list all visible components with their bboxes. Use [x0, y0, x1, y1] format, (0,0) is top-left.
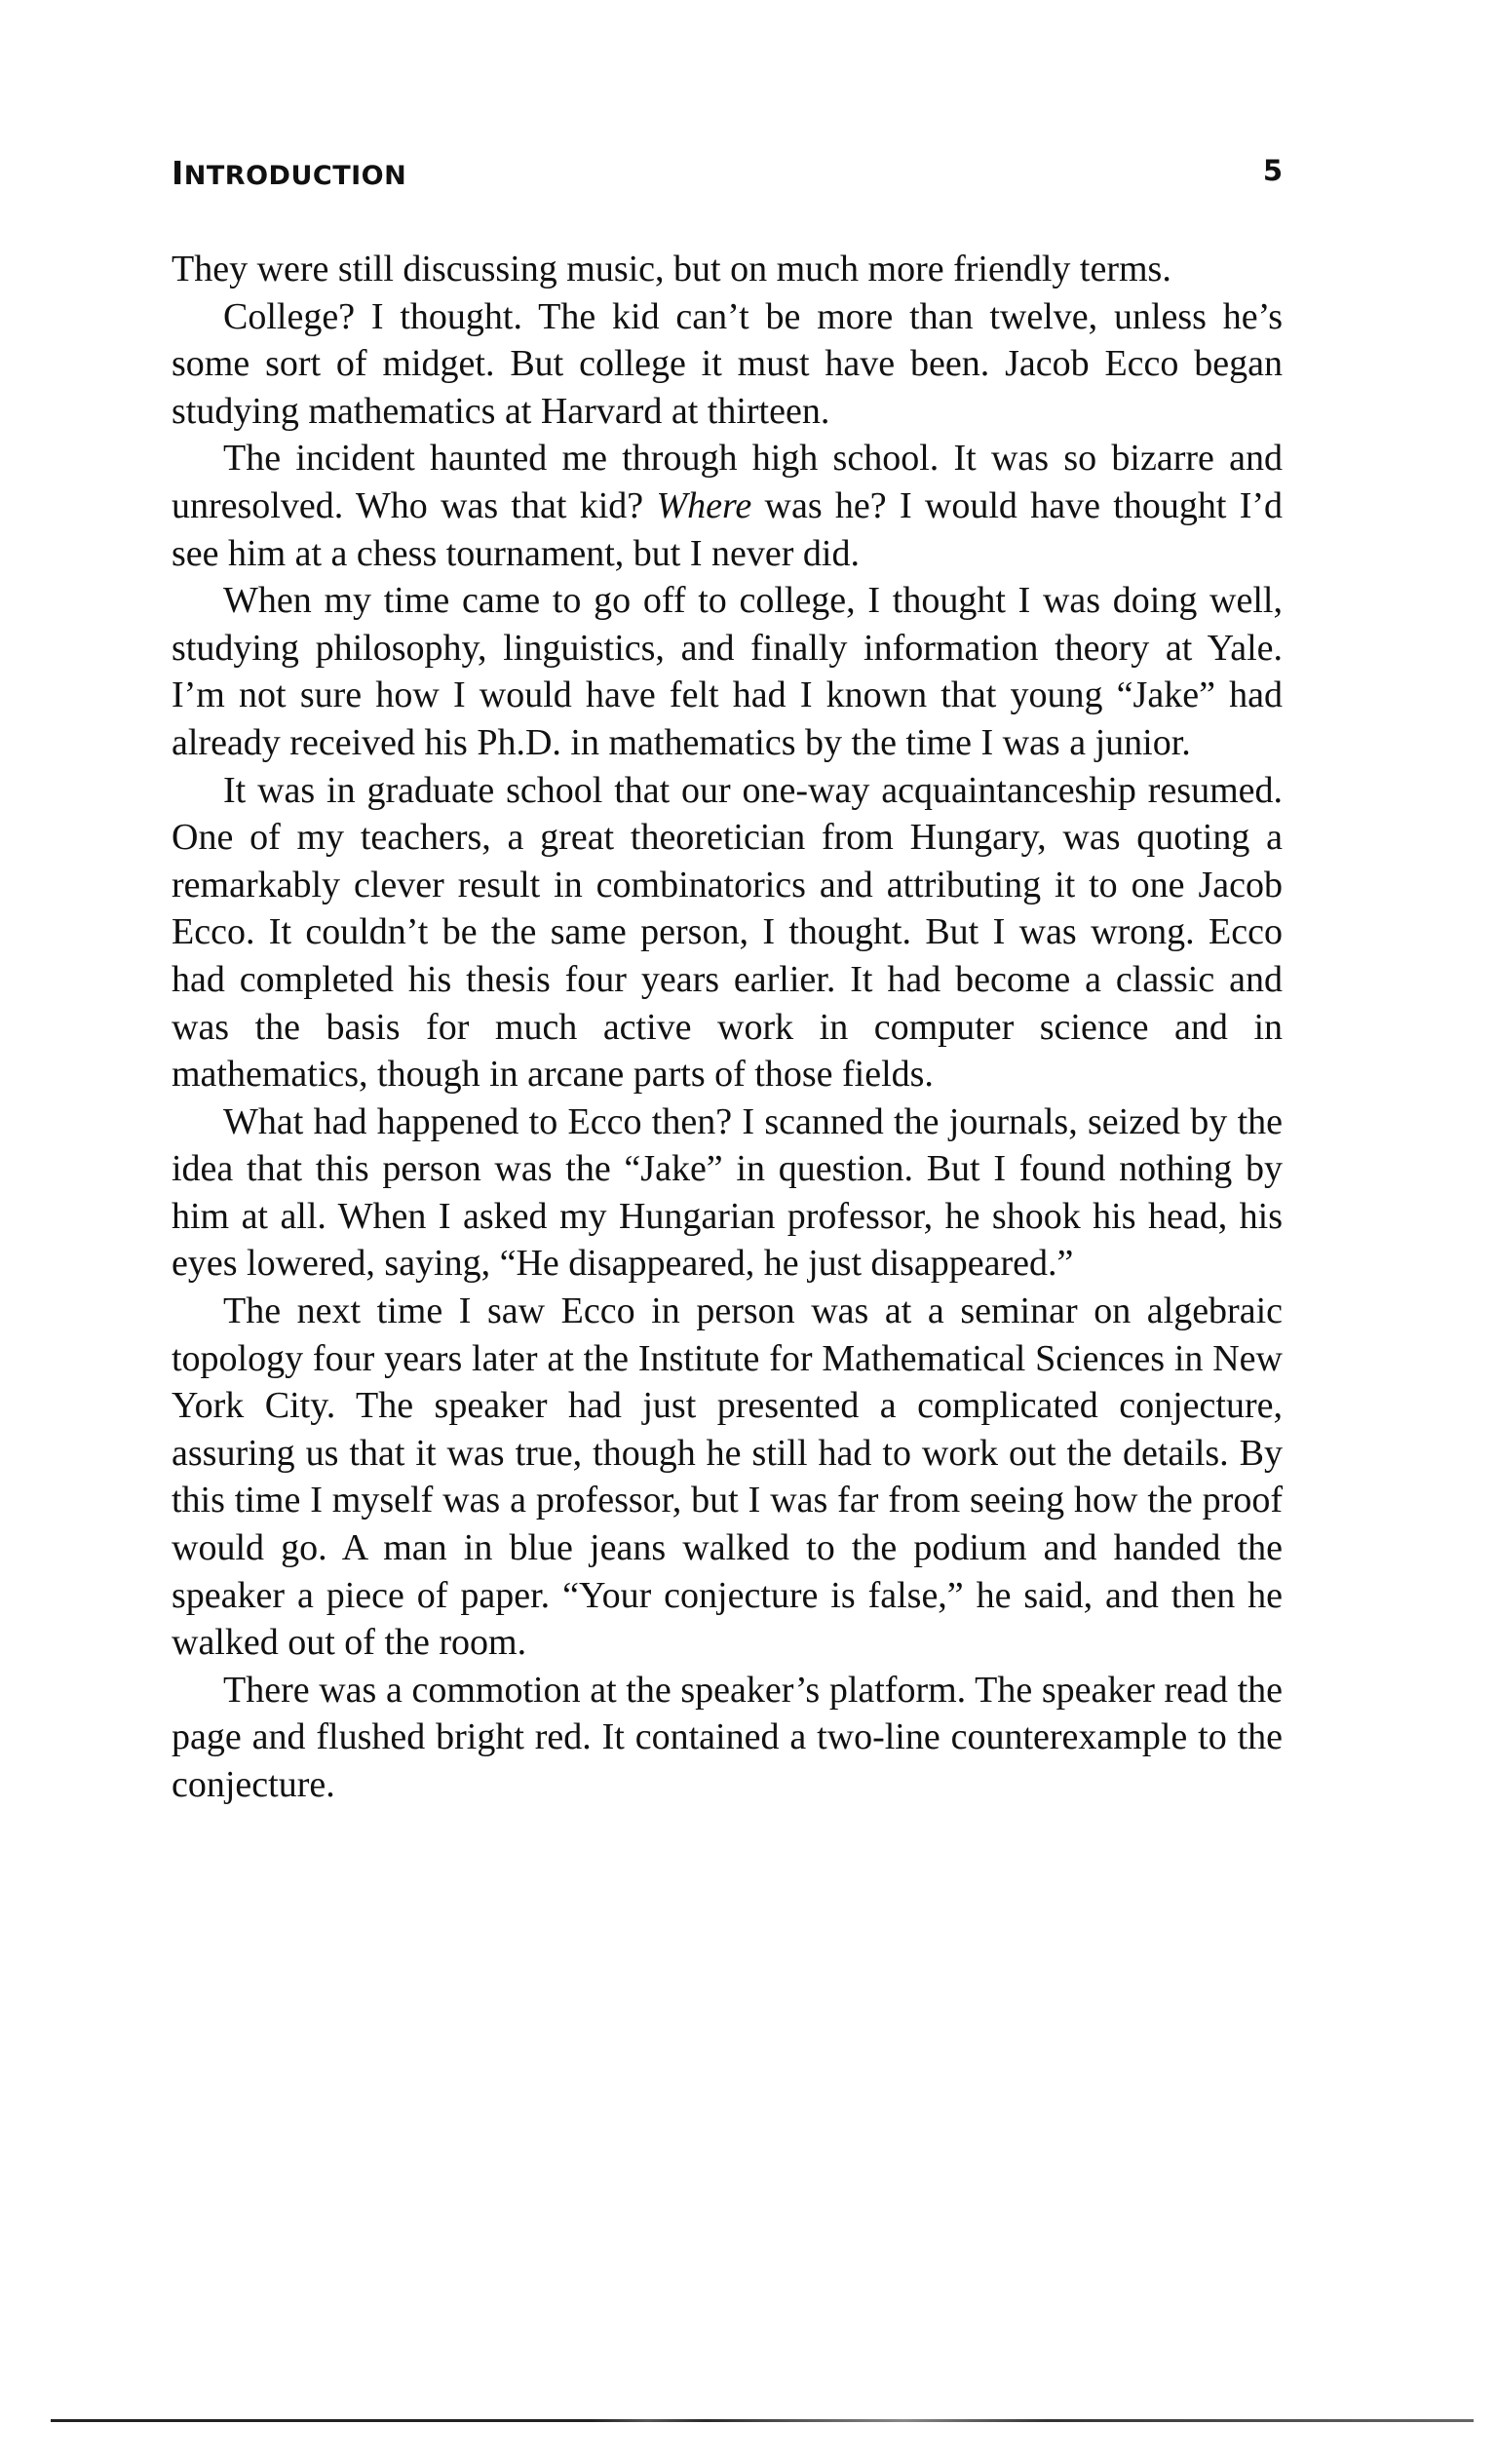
- paragraph-8: There was a commotion at the speaker’s platform. The speaker read the page and flushed bright red. It contained a two-line counterexample to the conjecture.: [172, 1669, 1283, 1805]
- chapter-title-rest: NTRODUCTION: [183, 161, 407, 191]
- paragraph-3: [172, 435, 1283, 577]
- paragraph-2: College? I thought. The kid can’t be more than twelve, unless he’s some sort of midget. But college it must have been. Jacob Ecco began studying mathematics at Harvard at thirteen.: [172, 295, 1283, 432]
- paragraph-3-emphasis: Where: [656, 484, 752, 526]
- running-head: [172, 154, 1283, 199]
- paragraph-3-text-after: was he? I would have thought I’d see him at a chess tournament, but I never did.: [172, 484, 1284, 574]
- paragraph-5: It was in graduate school that our one-way acquaintanceship resumed. One of my teachers, a great theoretician from Hungary, was quoting a remarkably clever result in combinatorics and attributing it to one Jacob Ecco. It couldn’t be the same person, I thought. But I was wrong. Ecco had completed his thesis four years earlier. It had become a classic and was the basis for much active work in computer science and in mathematics, though in arcane parts of those fields.: [172, 769, 1283, 1096]
- paragraph-1: They were still discussing music, but on much more friendly terms.: [172, 249, 1171, 289]
- page-number: 5: [1262, 154, 1283, 187]
- chapter-title: [172, 154, 406, 192]
- body-text: [172, 246, 1283, 1809]
- paragraph-7: The next time I saw Ecco in person was at a seminar on algebraic topology four years later at the Institute for Mathematical Sciences in New York City. The speaker had just presented a complicated conjecture, assuring us that it was true, though he still had to work out the details. By this time I myself was a professor, but I was far from seeing how the proof would go. A man in blue jeans walked to the podium and handed the speaker a piece of paper. “Your conjecture is false,” he said, and then he walked out of the room.: [172, 1290, 1283, 1664]
- scan-edge-rule: [51, 2419, 1474, 2422]
- paragraph-3-text-before: The incident haunted me through high school. It was so bizarre and unresolved. Who was that kid?: [172, 438, 1283, 526]
- paragraph-6: What had happened to Ecco then? I scanned the journals, seized by the idea that this person was the “Jake” in question. But I found nothing by him at all. When I asked my Hungarian professor, he shook his head, his eyes lowered, saying, “He disappeared, he just disappeared.”: [172, 1100, 1283, 1285]
- chapter-title-initial: I: [172, 154, 184, 192]
- paragraph-4: When my time came to go off to college, I thought I was doing well, studying philosophy, linguistics, and finally information theory at Yale. I’m not sure how I would have felt had I known that young “Jake” had already received his Ph.D. in mathematics by the time I was a junior.: [172, 580, 1283, 763]
